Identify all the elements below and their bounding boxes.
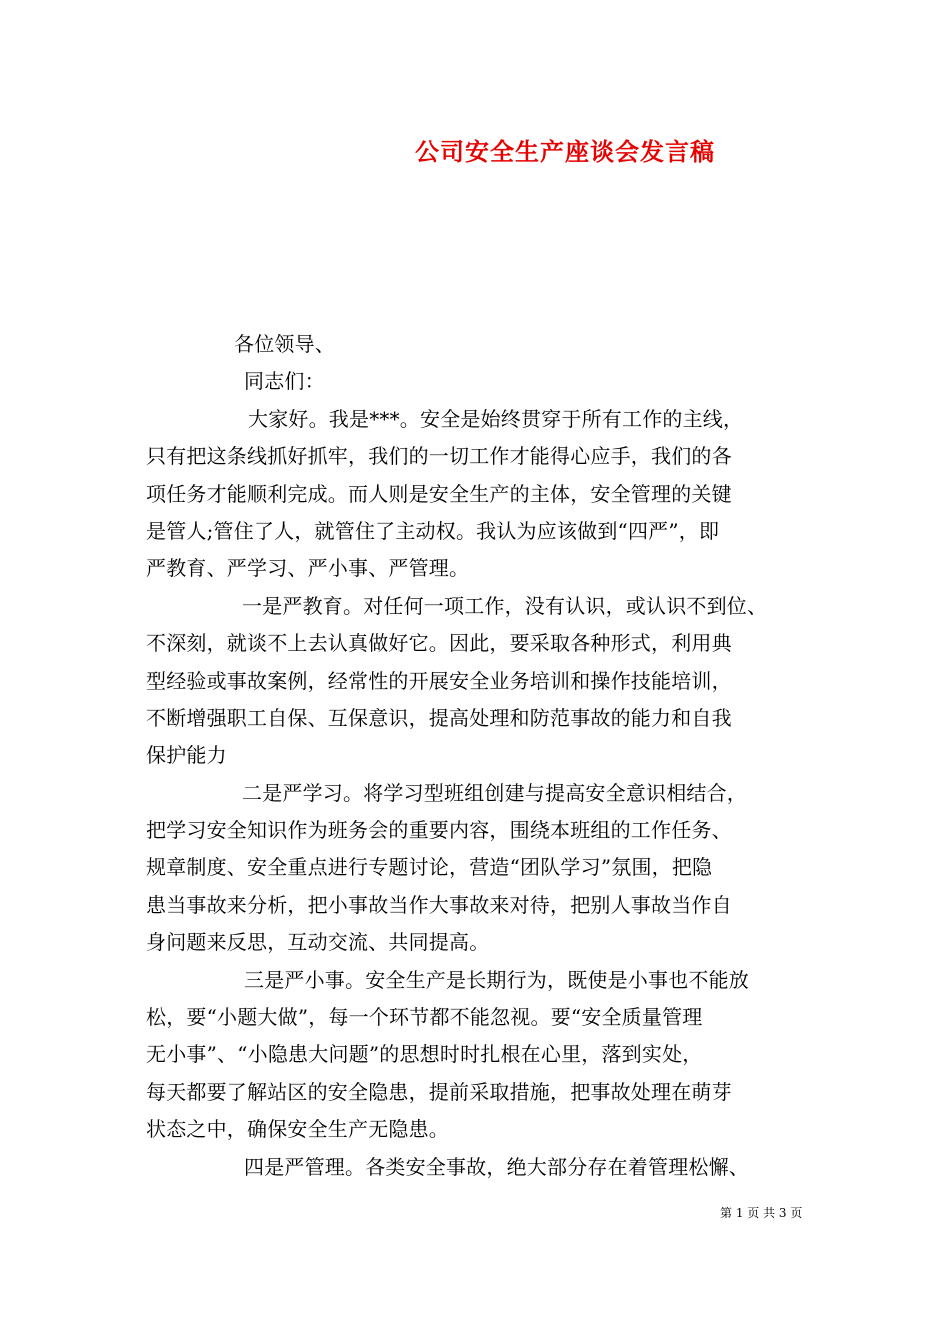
paragraph-line: 严教育、严学习、严小事、严管理。: [146, 556, 470, 581]
paragraph-learning: [146, 775, 822, 962]
paragraph-line: 只有把这条线抓好抓牢，我们的一切工作才能得心应手，我们的各: [146, 444, 732, 469]
paragraph-education: [146, 588, 822, 775]
paragraph-line: 不断增强职工自保、互保意识，提高处理和防范事故的能力和自我: [146, 705, 732, 730]
paragraph-line: 是管人;管住了人，就管住了主动权。我认为应该做到“四严”，即: [146, 518, 720, 543]
paragraph-line: 项任务才能顺利完成。而人则是安全生产的主体，安全管理的关键: [146, 481, 732, 506]
paragraph-line: 四是严管理。各类安全事故，绝大部分存在着管理松懈、: [244, 1154, 749, 1179]
paragraph-line: 二是严学习。将学习型班组创建与提高安全意识相结合，: [242, 780, 747, 805]
paragraph-line: 每天都要了解站区的安全隐患，提前采取措施，把事故处理在萌芽: [146, 1079, 732, 1104]
salutation-comrades: 同志们：: [244, 369, 325, 394]
document-body: [146, 326, 822, 1186]
page-number: 第 1 页 共 3 页: [720, 1206, 803, 1220]
paragraph-intro: [146, 401, 822, 588]
paragraph-line: 把学习安全知识作为班务会的重要内容，围绕本班组的工作任务、: [146, 818, 732, 843]
paragraph-small-matters: [146, 962, 822, 1149]
paragraph-line: 大家好。我是***。安全是始终贯穿于所有工作的主线，: [248, 406, 744, 431]
salutation-leaders: 各位领导、: [234, 332, 335, 356]
paragraph-line: 患当事故来分析，把小事故当作大事故来对待，把别人事故当作自: [146, 892, 732, 917]
paragraph-line: 无小事”、“小隐患大问题”的思想时时扎根在心里，落到实处，: [146, 1042, 703, 1067]
paragraph-line: 型经验或事故案例，经常性的开展安全业务培训和操作技能培训，: [146, 668, 732, 693]
paragraph-line: 身问题来反思，互动交流、共同提高。: [146, 930, 490, 955]
paragraph-line: 不深刻，就谈不上去认真做好它。因此，要采取各种形式，利用典: [146, 631, 732, 656]
paragraph-line: 保护能力: [146, 743, 227, 768]
paragraph-line: 一是严教育。对任何一项工作，没有认识，或认识不到位、: [242, 593, 768, 618]
paragraph-management: [146, 1149, 822, 1186]
paragraph-line: 状态之中，确保安全生产无隐患。: [146, 1117, 449, 1142]
page-title: 公司安全生产座谈会发言稿: [415, 137, 715, 166]
paragraph-line: 三是严小事。安全生产是长期行为，既使是小事也不能放: [244, 967, 749, 992]
paragraph-line: 松，要“小题大做”，每一个环节都不能忽视。要“安全质量管理: [146, 1005, 703, 1030]
paragraph-line: 规章制度、安全重点进行专题讨论，营造“团队学习”氛围，把隐: [146, 855, 713, 880]
